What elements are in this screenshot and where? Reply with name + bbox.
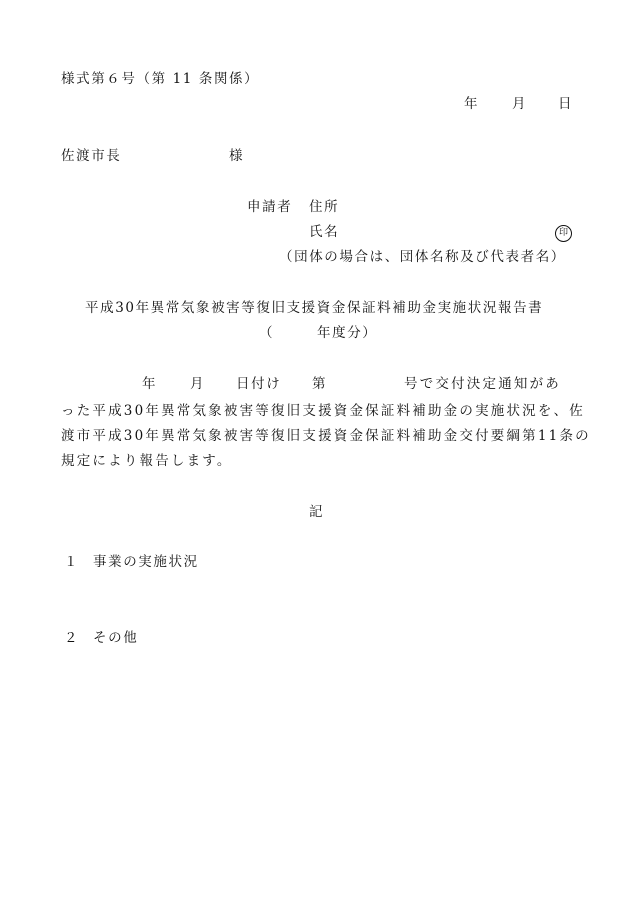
body-month: 月 — [190, 376, 204, 392]
date-day: 日 — [558, 96, 572, 112]
seal-mark: 印 — [555, 225, 572, 242]
item-label: 事業の実施状況 — [93, 554, 199, 570]
addressee-name: 佐渡市長 — [61, 148, 122, 164]
ki-heading: 記 — [309, 504, 323, 520]
body-line1-rest: 号で交付決定通知があ — [404, 376, 561, 392]
date-year: 年 — [464, 96, 478, 112]
applicant-note: （団体の場合は、団体名称及び代表者名） — [279, 249, 566, 265]
addressee-honorific: 様 — [229, 148, 243, 164]
address-label: 住所 — [309, 199, 340, 215]
item-label: その他 — [93, 630, 139, 646]
title-main: 平成30年異常気象被害等復旧支援資金保証料補助金実施状況報告書 — [85, 300, 544, 316]
body-line3: 渡市平成30年異常気象被害等復旧支援資金保証料補助金交付要綱第11条の — [61, 428, 591, 444]
item-number: ２ — [64, 630, 78, 646]
form-number: 様式第６号（第 11 条関係） — [61, 71, 260, 87]
title-paren-open: （ — [259, 325, 273, 341]
item-number: １ — [64, 554, 78, 570]
body-line4: 規定により報告します。 — [61, 453, 233, 469]
body-number-prefix: 第 — [312, 376, 326, 392]
body-line2: った平成30年異常気象被害等復旧支援資金保証料補助金の実施状況を、佐 — [61, 403, 585, 419]
name-label: 氏名 — [309, 224, 340, 240]
body-date-suffix: 日付け — [236, 376, 282, 392]
body-year: 年 — [142, 376, 156, 392]
date-month: 月 — [512, 96, 526, 112]
title-fiscal-year: 年度分） — [317, 325, 378, 341]
applicant-label: 申請者 — [247, 199, 293, 215]
